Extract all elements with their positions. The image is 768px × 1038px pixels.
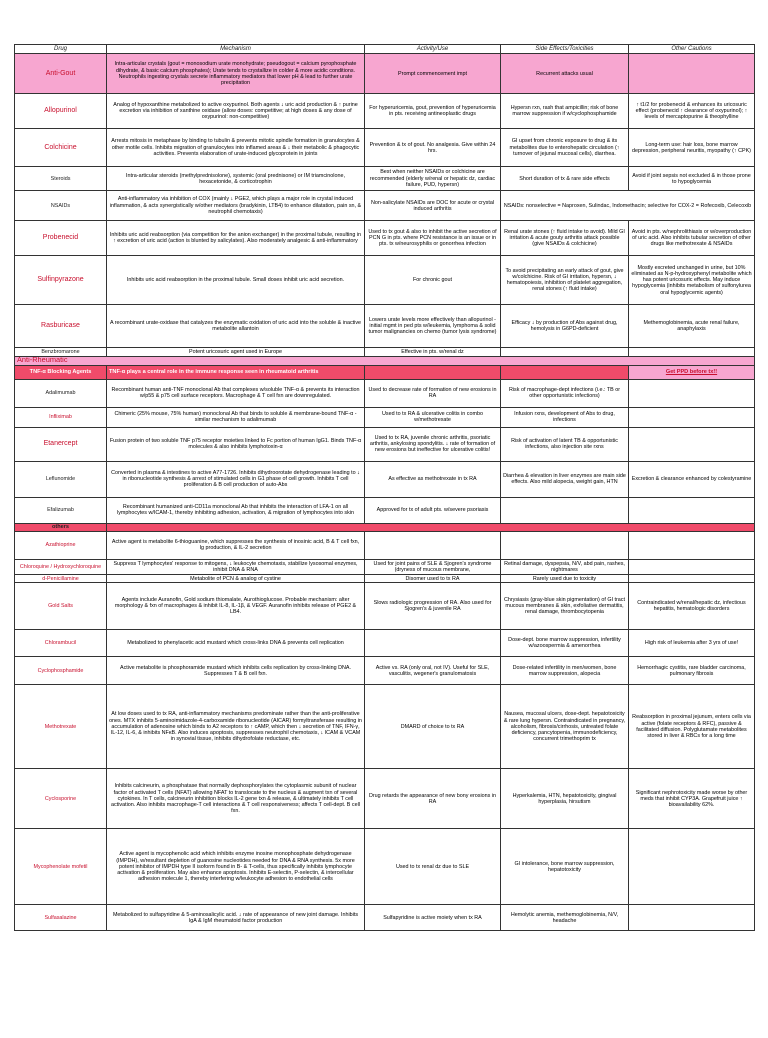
other-cell [629, 531, 755, 559]
section-header-row [15, 356, 755, 365]
drug-name: Etanercept [15, 427, 107, 461]
side-effects-cell: Dose-related infertility in men/women, bone marrow suppression, alopecia [501, 657, 629, 685]
header-side-effects: Side Effects/Toxicities [501, 45, 629, 54]
drug-name: Sulfasalazine [15, 905, 107, 931]
use-cell: Prompt commencement impt [365, 54, 501, 94]
other-cell [629, 905, 755, 931]
use-cell: Sulfapyridine is active moiety when tx RA [365, 905, 501, 931]
table-row [15, 657, 755, 685]
drug-name: Methotrexate [15, 685, 107, 769]
drug-name: Sulfinpyrazone [15, 256, 107, 305]
mechanism-cell: Suppress T lymphocytes' response to mitogens, ↓ leukocyte chemotaxis, stabilize lysosomal enzymes, inhibit DNA & RNA [107, 559, 365, 574]
table-row [15, 427, 755, 461]
use-cell: Lowers urate levels more effectively than allopurinol - initial mgmt in ped pts w/leukemia, lymphoma & solid tumor malignancies on chemo (tumor lysis syndrome) [365, 305, 501, 348]
table-row [15, 559, 755, 574]
side-effects-cell: Short duration of tx & rare side effects [501, 167, 629, 191]
side-effects-cell: Renal urate stones (↑ fluid intake to avoid). Mild GI irritation & acute gouty arthritis attack possible (give NSAIDs & colchicine) [501, 221, 629, 256]
use-cell: For chronic gout [365, 256, 501, 305]
table-row [15, 167, 755, 191]
use-cell [365, 630, 501, 657]
mechanism-cell: Metabolite of PCN & analog of cystine [107, 574, 365, 582]
mechanism-cell: Agents include Auranofin, Gold sodium thiomalate, Aurothioglucose. Probable mechanism: alter morphology & fxn of macrophages & inhibit IL-8, IL-1β, & VEGF. Auranofin inhibits release of PGE2 & LB4. [107, 583, 365, 630]
use-cell: Used to tx gout & also to inhibit the active secretion of PCN G in pts. where PCN resistance is an issue or in pts. tx w/neurosyphilis or gonorrhea infection [365, 221, 501, 256]
drug-name: Benzbromarone [15, 348, 107, 356]
side-effects-cell [501, 531, 629, 559]
side-effects-cell: Retinal damage, dyspepsia, N/V, abd pain, rashes, nightmares [501, 559, 629, 574]
other-cell: High risk of leukemia after 3 yrs of use! [629, 630, 755, 657]
table-row [15, 829, 755, 905]
side-effects-cell: Recurrent attacks usual [501, 54, 629, 94]
mechanism-cell: Chimeric (25% mouse, 75% human) monoclonal Ab that binds to soluble & membrane-bound TNF-α - similar mechanism to adalimumab [107, 407, 365, 427]
use-cell: Active vs. RA (only oral, not IV). Useful for SLE, vasculitis, wegener's granulomatosis [365, 657, 501, 685]
table-row [15, 531, 755, 559]
use-cell: For hyperuricemia, gout, prevention of hyperuricemia in pts. receiving antineoplastic drugs [365, 94, 501, 129]
mechanism-cell: Converted in plasma & intestines to active A77-1726. Inhibits dihydroorotate dehydrogenase leading to ↓ in ribonucleotide synthesis & arrest of stimulated cells in G1 phase of cell growth. Inhibits T cell proliferation & B cell production of auto-Abs [107, 461, 365, 497]
other-cell [629, 54, 755, 94]
mechanism-cell: Intra-articular steroids (methylprednisolone), systemic (oral prednisone) or IM triamcinolone, hexacetonide, & corticotrophin [107, 167, 365, 191]
other-cell: Methemoglobinemia, acute renal failure, anaphylaxis [629, 305, 755, 348]
other-cell: Avoid in pts. w/nephrolithiasis or w/overproduction of uric acid. Also inhibits tubular secretion of other drugs like methotrexate & NSAIDs [629, 221, 755, 256]
drug-name: NSAIDs [15, 191, 107, 221]
table-row [15, 583, 755, 630]
mechanism-cell: At low doses used to tx RA, anti-inflammatory mechanisms predominate rather than the anti-proliferative ones. MTX inhibits 5-aminoimidazole-4-carboxamide ribonucleotide (AICAR) formyltransferase resulting in accumulation of adenosine which binds to A2 receptors to ↑ cAMP, which then ↓ secretion of TNF, IFN-γ, IL-12, IL-6, & inhibits NFκB. Also induces apoptosis, suppresses neutrophil chemotaxis, ↓ ICAM & VCAM in synovial tissue, inhibits dihydrofolate reductase, etc. [107, 685, 365, 769]
drug-name: Azathioprine [15, 531, 107, 559]
table-row [15, 348, 755, 356]
other-cell [629, 559, 755, 574]
use-cell: Prevention & tx of gout. No analgesia. Give within 24 hrs. [365, 129, 501, 167]
other-cell [629, 407, 755, 427]
drug-name: Colchicine [15, 129, 107, 167]
other-cell: Excretion & clearance enhanced by colestyramine [629, 461, 755, 497]
side-effects-cell: Efficacy ↓ by production of Abs against drug, hemolysis in G6PD-deficient [501, 305, 629, 348]
use-cell: Used to decrease rate of formation of new erosions in RA [365, 379, 501, 407]
drug-name: Chloroquine / Hydroxychloroquine [15, 559, 107, 574]
mechanism-cell: Intra-articular crystals (gout = monosodium urate monohydrate; pseudogout = calcium pyrophosphate dihydrate, & basic calcium phosphates); Urate tends to crystallize in colder & more acidic conditions. Neutrophils ingesting crystals secrete inflammatory mediators that lower pH & lead to further urate precipitation [107, 54, 365, 94]
side-effects-cell: GI intolerance, bone marrow suppression, hepatotoxicity [501, 829, 629, 905]
use-cell: Non-salicylate NSAIDs are DOC for acute or crystal induced arthritis [365, 191, 501, 221]
other-cell [629, 829, 755, 905]
header-mechanism: Mechanism [107, 45, 365, 54]
subsection-others: others [15, 523, 107, 531]
use-cell: Best when neither NSAIDs or colchicine are recommended (elderly w/renal or hepatic dz, cardiac failure, PUD, hypersn) [365, 167, 501, 191]
other-cell: Hemorrhagic cystitis, rare bladder carcinoma, pulmonary fibrosis [629, 657, 755, 685]
other-cell: Long-term use: hair loss, bone marrow depression, peripheral neuritis, myopathy (↑ CPK) [629, 129, 755, 167]
use-cell: Drug retards the appearance of new bony erosions in RA [365, 769, 501, 829]
other-cell: Contraindicated w/renal/hepatic dz, infectious hepatitis, hematologic disorders [629, 583, 755, 630]
drug-table-sheet [14, 44, 754, 931]
table-row [15, 129, 755, 167]
table-row [15, 461, 755, 497]
side-effects-cell [501, 497, 629, 523]
side-effects-cell: NSAIDs: nonselective = Naproxen, Sulindac, Indomethacin; selective for COX-2 = Rofecoxib, Celecoxib [501, 191, 755, 221]
mechanism-cell: Anti-inflammatory via inhibition of COX (mainly ↓ PGE2, which plays a major role in crystal induced inflammation, & acts synergistically w/other mediators (bradykinin, LTB4) to enhance dilatation, pain sn, & neutrophil chemotaxis) [107, 191, 365, 221]
mechanism-cell: Active metabolite is phosphoramide mustard which inhibits cells replication by cross-linking DNA. Suppresses T & B cell fxn. [107, 657, 365, 685]
table-row [15, 54, 755, 94]
table-row [15, 191, 755, 221]
side-effects-cell: Risk of activation of latent TB & opportunistic infections, also injection site rxns [501, 427, 629, 461]
use-cell: Used for joint pains of SLE & Sjogren's syndrome (dryness of mucous membrane, [365, 559, 501, 574]
mechanism-cell: Inhibits uric acid reabsorption in the proximal tubule. Small doses inhibit uric acid secretion. [107, 256, 365, 305]
tnf-note: TNF-α plays a central role in the immune response seen in rheumatoid arthritis [107, 365, 365, 379]
mechanism-cell: Metabolized to phenylacetic acid mustard which cross-links DNA & prevents cell replication [107, 630, 365, 657]
tnf-blank-use [365, 365, 501, 379]
mechanism-cell: Fusion protein of two soluble TNF p75 receptor moieties linked to Fc portion of human IgG1. Binds TNF-α molecules & also inhibits lymphotoxin-α [107, 427, 365, 461]
drug-name: Adalimumab [15, 379, 107, 407]
mechanism-cell: Analog of hypoxanthine metabolized to active oxypurinol. Both agents ↓ uric acid production & ↑ purine excretion via inhibition of xanthine oxidase (allow doses: competitive; at high doses & any dose of oxypurinol: non-competitive) [107, 94, 365, 129]
other-cell [629, 574, 755, 582]
subsection-row [15, 365, 755, 379]
table-row [15, 305, 755, 348]
drug-name: Rasburicase [15, 305, 107, 348]
use-cell: Approved for tx of adult pts. w/severe psoriasis [365, 497, 501, 523]
drug-name: Infliximab [15, 407, 107, 427]
table-row [15, 497, 755, 523]
header-row [15, 45, 755, 54]
other-cell [629, 379, 755, 407]
side-effects-cell: Rarely used due to toxicity [501, 574, 629, 582]
mechanism-cell: Inhibits uric acid reabsorption (via competition for the anion exchanger) in the proximal tubule, resulting in ↑ excretion of uric acid (action is blunted by salicylates). Also moderately analgesic & anti-inflammatory [107, 221, 365, 256]
side-effects-cell: Chrysiasis (gray-blue skin pigmentation) of GI tract mucous membranes & skin, exfoliative dermatitis, renal damage, thrombocytopenia [501, 583, 629, 630]
subsection-row [15, 523, 755, 531]
use-cell: DMARD of choice to tx RA [365, 685, 501, 769]
other-cell [629, 427, 755, 461]
table-row [15, 94, 755, 129]
side-effects-cell: GI upset from chronic exposure to drug & its metabolites due to enterohepatic circulation (↑ turnover of jejunal mucosal cells), diarrhea. [501, 129, 629, 167]
use-cell: Disomer used to tx RA [365, 574, 501, 582]
table-row [15, 905, 755, 931]
side-effects-cell: Risk of macrophage-dept infections (i.e.: TB or other opportunistic infections) [501, 379, 629, 407]
drug-name: Cyclosporine [15, 769, 107, 829]
mechanism-cell: Inhibits calcineurin, a phosphatase that normally dephosphorylates the cytoplasmic subunit of nuclear factor of activated T cells (NFAT) allowing NFAT to translocate to the nucleus & augment txn of several cytokines. In T cells, calcineurin inhibition blocks IL-2 gene txn & release, & ultimately inhibits T cell activation. Also inhibits macrophage-T cell interactions & T cell responsiveness; affects T cell-dept. B cell fxn. [107, 769, 365, 829]
use-cell: As effective as methotrexate in tx RA [365, 461, 501, 497]
section-anti-rheumatic: Anti-Rheumatic [15, 356, 755, 365]
table-row [15, 769, 755, 829]
other-cell [629, 348, 755, 356]
drug-table [14, 44, 755, 931]
mechanism-cell: A recombinant urate-oxidase that catalyzes the enzymatic oxidation of uric acid into the soluble & inactive metabolite allantoin [107, 305, 365, 348]
table-row [15, 379, 755, 407]
drug-name: Gold Salts [15, 583, 107, 630]
other-cell: ↑ t1/2 for probenecid & enhances its uricosuric effect (probenecid ↑ clearance of oxypurinol); ↑ levels of mercaptopurine & theophylline [629, 94, 755, 129]
side-effects-cell: To avoid precipitating an early attack of gout, give w/colchicine. Risk of GI irritation, hypersn, ↓ hematopoiesis, inhibition of platelet aggregation, renal stones (↑ fluid intake) [501, 256, 629, 305]
header-activity-use: Activity/Use [365, 45, 501, 54]
use-cell: Used to tx RA & ulcerative colitis in combo w/methotrexate [365, 407, 501, 427]
tnf-caution [629, 365, 755, 379]
other-cell: Significant nephrotoxicity made worse by other meds that inhibit CYP3A. Grapefruit juice ↑ bioavailability 62%. [629, 769, 755, 829]
mechanism-cell: Active agent is metabolite 6-thioguanine, which suppresses the synthesis of inosinic acid, B & T cell fxn, Ig production, & IL-2 secretion [107, 531, 365, 559]
other-cell: Reabsorption in proximal jejunum, enters cells via active (folate receptors & RFC), passive & facilitated diffusion. Polyglutamate metabolites stored in liver & RBCs for a long time [629, 685, 755, 769]
side-effects-cell [501, 348, 629, 356]
drug-name: Allopurinol [15, 94, 107, 129]
use-cell: Used to tx renal dz due to SLE [365, 829, 501, 905]
drug-name: Anti-Gout [15, 54, 107, 94]
drug-name: Steroids [15, 167, 107, 191]
table-row [15, 574, 755, 582]
drug-name: Mycophenolate mofetil [15, 829, 107, 905]
mechanism-cell: Active agent is mycophenolic acid which inhibits enzyme inosine monophosphate dehydrogenase (IMPDH), w/resultant depletion of guanosine nucleotides needed for DNA & RNA synthesis. 5x more potent inhibitor of IMPDH type II isoform found in B- & T-cells, thus specifically inhibits lymphocyte activation & proliferation. May also enhance apoptosis. Inhibits E-selectin, P-selectin, & intercellular adhesion molecule 1, thereby interfering w/leukocyte adhesion to endothelial cells [107, 829, 365, 905]
mechanism-cell: Arrests mitosis in metaphase by binding to tubulin & prevents mitotic spindle formation in granulocytes & other motile cells. Inhibits migration of granulocytes into inflamed areas & ↓ their metabolic & phagocytic activities. Prevents elaboration of urate-induced glycoprotein in joints [107, 129, 365, 167]
others-blank [107, 523, 755, 531]
side-effects-cell: Diarrhea & elevation in liver enzymes are main side effects. Also mild alopecia, weight gain, HTN [501, 461, 629, 497]
header-other-cautions: Other Cautions [629, 45, 755, 54]
other-cell: Mostly excreted unchanged in urine, but 10% eliminated as N-p-hydroxyphenyl metabolite which has potent uricosuric effects. May induce hypoglycemia (inhibits metabolism of sulfonylurea oral hypoglycemic agents) [629, 256, 755, 305]
header-drug: Drug [15, 45, 107, 54]
use-cell: Used to tx RA, juvenile chronic arthritis, psoriatic arthritis, ankylosing spondylitis. ↓ rate of formation of new erosions but ineffective for ulcerative colitis! [365, 427, 501, 461]
table-row [15, 407, 755, 427]
side-effects-cell: Hypersn rxn, rash that ampicillin; risk of bone marrow suppression if w/cyclophosphamide [501, 94, 629, 129]
side-effects-cell: Infusion rxns, development of Abs to drug, infections [501, 407, 629, 427]
drug-name: Cyclophosphamide [15, 657, 107, 685]
drug-name: Probenecid [15, 221, 107, 256]
tnf-caution-text: Get PPD before tx!! [665, 368, 718, 375]
drug-name: Leflunomide [15, 461, 107, 497]
side-effects-cell: Nausea, mucosal ulcers, dose-dept. hepatotoxicity & rare lung hypersn. Contraindicated in pregnancy, alcoholism, fibrosis/cirrhosis, untreated folate deficiency, pancytopenia, immunodeficiency, concurrent trimethoprim tx [501, 685, 629, 769]
table-row [15, 221, 755, 256]
side-effects-cell: Hemolytic anemia, methemoglobinemia, N/V, headache [501, 905, 629, 931]
use-cell [365, 531, 501, 559]
use-cell: Effective in pts. w/renal dz [365, 348, 501, 356]
mechanism-cell: Recombinant humanized anti-CD11a monoclonal Ab that inhibits the interaction of LFA-1 on all lymphocytes w/ICAM-1, thereby inhibiting adhesion, activation, & migration of lymphocytes into skin [107, 497, 365, 523]
side-effects-cell: Hyperkalemia, HTN, hepatotoxicity, gingival hyperplasia, hirsutism [501, 769, 629, 829]
use-cell: Slows radiologic progression of RA. Also used for Sjogren's & juvenile RA [365, 583, 501, 630]
table-row [15, 630, 755, 657]
subsection-tnf: TNF-α Blocking Agents [15, 365, 107, 379]
drug-name: d-Penicillamine [15, 574, 107, 582]
mechanism-cell: Potent uricosuric agent used in Europe [107, 348, 365, 356]
drug-name: Efalizumab [15, 497, 107, 523]
drug-name: Chlorambucil [15, 630, 107, 657]
other-cell: Avoid if joint sepsis not excluded & in those prone to hypoglycemia [629, 167, 755, 191]
mechanism-cell: Metabolized to sulfapyridine & 5-aminosalicylic acid. ↓ rate of appearance of new joint damage. Inhibits IgA & IgM rheumatoid factor production [107, 905, 365, 931]
mechanism-cell: Recombinant human anti-TNF monoclonal Ab that complexes w/soluble TNF-α & prevents its interaction w/p55 & p75 cell surface receptors. Macrophage & T cell fxn are downregulated. [107, 379, 365, 407]
table-row [15, 256, 755, 305]
side-effects-cell: Dose-dept. bone marrow suppression, infertility w/azoospermia & amenorrhea [501, 630, 629, 657]
table-row [15, 685, 755, 769]
other-cell [629, 497, 755, 523]
tnf-blank-side [501, 365, 629, 379]
